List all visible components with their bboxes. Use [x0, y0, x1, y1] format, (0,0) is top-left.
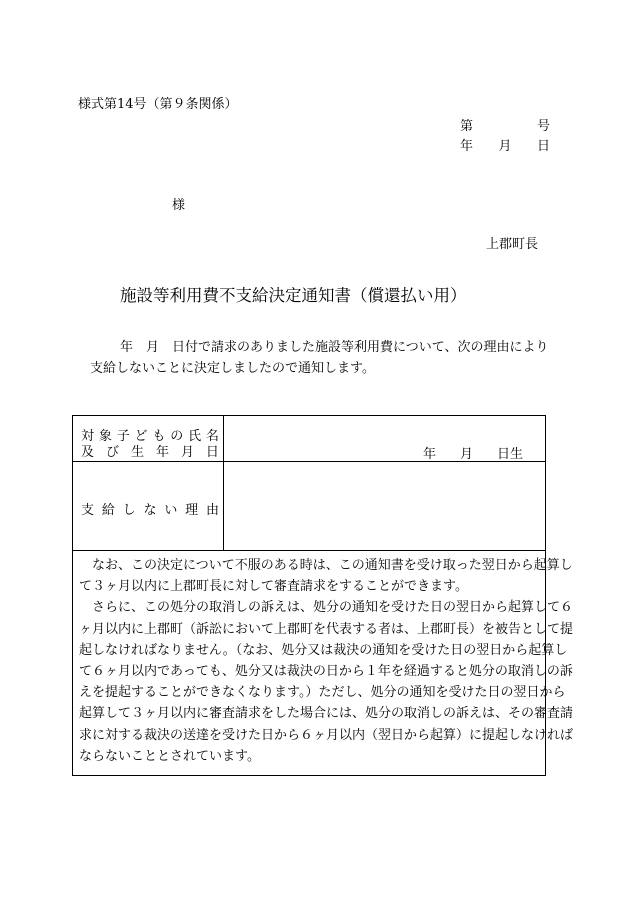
label-char: し: [122, 503, 136, 518]
issuer-name: 上郡町長: [486, 237, 539, 252]
label-char: 生: [130, 445, 144, 460]
label-char: 対: [81, 429, 95, 444]
label-char: 給: [101, 503, 115, 518]
date-day: 日: [536, 139, 550, 154]
notice-line: さらに、この処分の取消しの訴えは、処分の通知を受けた日の翌日から起算して６: [92, 600, 574, 616]
notice-line: 求に対する裁決の送達を受けた日から６ヶ月以内（翌日から起算）に提起しなければ: [79, 727, 574, 743]
notice-line: 起しなければなりません。（なお、処分又は裁決の通知を受けた日の翌日から起算し: [79, 642, 568, 658]
notice-line: て６ヶ月以内であっても、処分又は裁決の日から１年を経過すると処分の取消しの訴: [79, 664, 573, 680]
body-line-1: 年 月 日付で請求のありました施設等利用費について、次の理由により: [120, 340, 549, 355]
label-char: 支: [81, 503, 95, 518]
appeal-notice: [79, 555, 574, 767]
label-char: な: [143, 503, 157, 518]
label-char: も: [152, 429, 166, 444]
notice-line: ヶ月以内に上郡町（訴訟において上郡町を代表する者は、上郡町長）を被告として提: [79, 621, 574, 637]
label-char: 月: [180, 445, 194, 460]
birth-year-label: 年: [423, 447, 437, 462]
number-prefix: 第: [460, 119, 474, 134]
table-divider-2: [73, 550, 545, 551]
child-birthdate-label-line-2: [81, 441, 219, 460]
date-month: 月: [498, 139, 512, 154]
label-char: 氏: [188, 429, 202, 444]
body-line-2: 支給しないことに決定しましたので通知します。: [90, 361, 375, 376]
label-char: 日: [205, 445, 219, 460]
notice-line: ならないこととされています。: [79, 748, 260, 764]
label-char: び: [105, 445, 119, 460]
body-text: [90, 337, 550, 379]
label-char: 理: [185, 503, 199, 518]
table-column-divider: [223, 416, 224, 550]
label-char: の: [170, 429, 184, 444]
document-title: 施設等利用費不支給決定通知書（償還払い用）: [120, 286, 467, 305]
label-char: い: [164, 503, 178, 518]
addressee-suffix: 様: [172, 198, 186, 213]
label-char: ど: [134, 429, 148, 444]
birthdate-field: [423, 443, 523, 462]
decision-table: [72, 415, 574, 776]
notice-line: て３ヶ月以内に上郡町長に対して審査請求をすることができます。: [79, 579, 468, 595]
label-char: 年: [155, 445, 169, 460]
notice-line: なお、この決定について不服のある時は、この通知書を受け取った翌日から起算し: [92, 558, 573, 573]
notice-line: 起算して３ヶ月以内に審査請求をした場合には、処分の取消しの訴えは、その審査請: [79, 706, 574, 722]
label-char: 及: [81, 445, 95, 460]
form-label: 様式第14号（第９条関係）: [78, 97, 238, 112]
document-date: [460, 140, 550, 153]
notice-line: えを提起することができなくなります。）ただし、処分の通知を受けた日の翌日から: [79, 685, 566, 701]
number-suffix: 号: [536, 119, 550, 134]
reason-label: [81, 499, 219, 518]
label-char: 象: [98, 429, 112, 444]
birth-day-label: 日生: [496, 447, 523, 462]
label-char: 名: [205, 429, 219, 444]
birth-month-label: 月: [459, 447, 473, 462]
label-char: 由: [205, 503, 219, 518]
document-number: [460, 120, 550, 133]
date-year: 年: [460, 139, 474, 154]
label-char: 子: [116, 429, 130, 444]
